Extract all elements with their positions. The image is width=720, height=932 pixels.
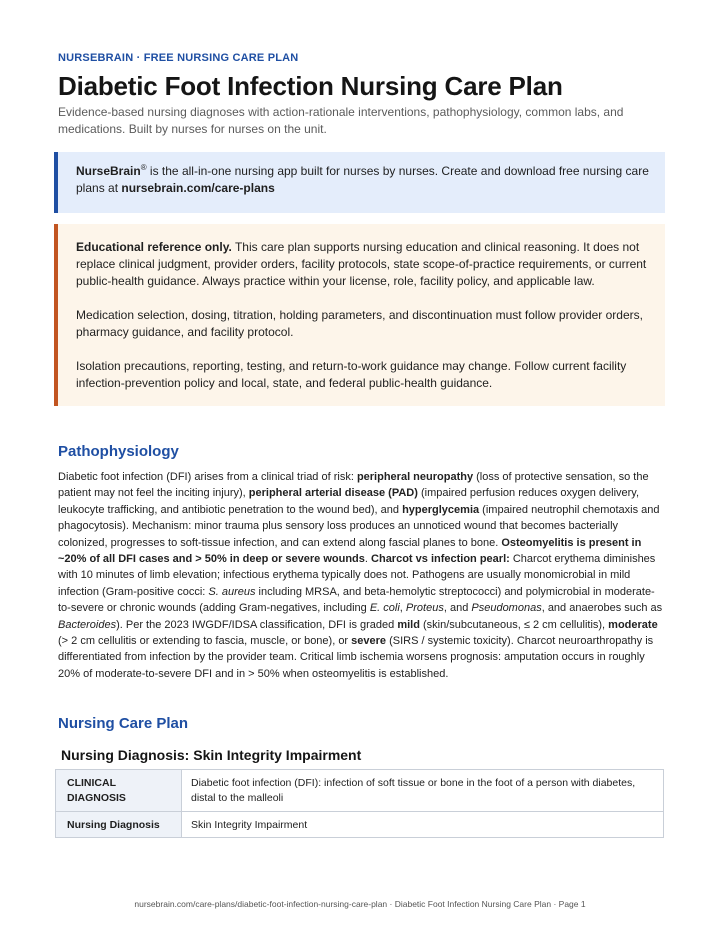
promo-brand: NurseBrain — [76, 164, 141, 178]
diagnosis-table — [55, 769, 664, 838]
pathophysiology-heading: Pathophysiology — [58, 443, 179, 460]
promo-callout — [58, 152, 665, 213]
table-row — [56, 770, 664, 812]
page-footer: nursebrain.com/care-plans/diabetic-foot-infection-nursing-care-plan · Diabetic Foot Infection Nursing Care Plan · Page 1 — [134, 899, 586, 909]
clinical-diagnosis-value: Diabetic foot infection (DFI): infection of soft tissue or bone in the foot of a person with diabetes, distal to the malleoli — [182, 770, 664, 812]
promo-body: is the all-in-one nursing app built for nurses by nurses. Create and download free nursing care plans at — [76, 164, 649, 195]
disclaimer-accent-bar — [54, 224, 58, 406]
disclaimer-lead: Educational reference only. — [76, 240, 232, 254]
eyebrow-label: NURSEBRAIN · FREE NURSING CARE PLAN — [58, 52, 299, 64]
nursing-diagnosis-label: Nursing Diagnosis — [56, 812, 182, 838]
nursing-care-plan-heading: Nursing Care Plan — [58, 715, 189, 733]
page-title: Diabetic Foot Infection Nursing Care Plan — [58, 71, 563, 101]
promo-link[interactable]: nursebrain.com/care-plans — [121, 181, 275, 195]
disclaimer-paragraph-3: Isolation precautions, reporting, testing, and return-to-work guidance may change. Follow current facility infection-prevention policy and local, state, and federal public-health guidance. — [76, 359, 627, 390]
nursing-diagnosis-title: Nursing Diagnosis: Skin Integrity Impairment — [61, 747, 362, 764]
promo-text — [76, 163, 649, 197]
registered-mark: ® — [140, 163, 147, 172]
nursing-diagnosis-value: Skin Integrity Impairment — [182, 812, 664, 838]
care-plan-page — [58, 52, 665, 838]
disclaimer-paragraph-2: Medication selection, dosing, titration, holding parameters, and discontinuation must follow provider orders, pharmacy guidance, and facility protocol. — [76, 308, 643, 339]
page-subtitle: Evidence-based nursing diagnoses with action-rationale interventions, pathophysiology, common labs, and medications. Built by nurses for nurses on the unit. — [58, 105, 624, 136]
pathophysiology-text: Diabetic foot infection (DFI) arises from a clinical triad of risk: peripheral neuropathy (loss of protective sensation, so the patient may not feel the inciting injury), peripheral arterial disease (PAD) (impaired perfusion reduces oxygen delivery, leukocyte trafficking, and antibiotic penetration to the wound bed), and hyperglycemia (impaired neutrophil chemotaxis and phagocytosis). Mechanism: minor trauma plus sensory loss produces an unnoticed wound that becomes bacterially colonized, progresses to soft-tissue infection, and can extend along fascial planes to bone. Osteomyelitis is present in ~20% of all DFI cases and > 50% in deep or severe wounds. Charcot vs infection pearl: Charcot erythema diminishes with 10 minutes of limb elevation; infectious erythema typically does not. Pathogens are usually monomicrobial in mild infection (Gram-positive cocci: S. aureus including MRSA, and beta-hemolytic streptococci) and polymicrobial in moderate-to-severe or chronic wounds (adding Gram-negatives, including E. coli, Proteus, and Pseudomonas, and anaerobes such as Bacteroides). Per the 2023 IWGDF/IDSA classification, DFI is graded mild (skin/subcutaneous, ≤ 2 cm cellulitis), moderate (> 2 cm cellulitis or extending to fascia, muscle, or bone), or severe (SIRS / systemic toxicity). Charcot neuroarthropathy is differentiated from infection by the provider team. Critical limb ischemia worsens prognosis: amputation occurs in roughly 20% of moderate-to-severe DFI and in > 50% when osteomyelitis is established. — [58, 471, 663, 680]
disclaimer-callout — [58, 224, 665, 406]
promo-accent-bar — [54, 152, 58, 213]
table-row — [56, 812, 664, 838]
clinical-diagnosis-label: CLINICAL DIAGNOSIS — [56, 770, 182, 812]
disclaimer-paragraph-1: Educational reference only. This care plan supports nursing education and clinical reasoning. It does not replace clinical judgment, provider orders, facility protocols, state scope-of-practice requirements, or current public-health guidance. Always practice within your license, role, facility policy, and applicable law. — [76, 240, 647, 288]
